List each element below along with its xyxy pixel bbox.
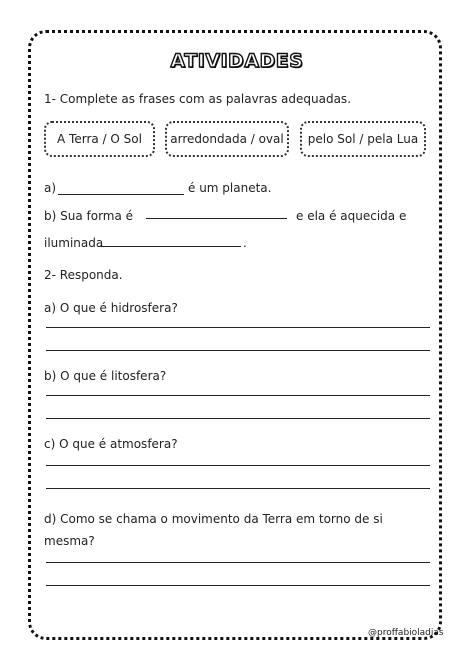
question-2-prompt: 2- Responda. xyxy=(44,268,123,282)
answer-line[interactable] xyxy=(46,585,430,586)
answer-line[interactable] xyxy=(46,465,430,466)
question-2c: c) O que é atmosfera? xyxy=(44,437,178,451)
word-option-label: arredondada / oval xyxy=(170,132,284,146)
word-option-box xyxy=(165,121,289,157)
answer-line[interactable] xyxy=(46,418,430,419)
word-option-label: pelo Sol / pela Lua xyxy=(307,132,419,146)
question-1-prompt: 1- Complete as frases com as palavras adequadas. xyxy=(44,92,352,106)
author-credit: @proffabioladias xyxy=(368,628,444,638)
answer-line[interactable] xyxy=(46,350,430,351)
sentence-b-line2-prefix: iluminada xyxy=(44,236,104,250)
answer-line[interactable] xyxy=(46,327,430,328)
word-option-box xyxy=(300,121,426,157)
question-2d-line2: mesma? xyxy=(44,534,95,548)
question-2a: a) O que é hidrosfera? xyxy=(44,301,178,315)
sentence-a-suffix: é um planeta. xyxy=(188,181,272,195)
answer-line[interactable] xyxy=(46,488,430,489)
question-2b: b) O que é litosfera? xyxy=(44,369,167,383)
page-title: ATIVIDADES xyxy=(170,50,304,72)
sentence-b-mid: e ela é aquecida e xyxy=(296,209,407,223)
fill-in-blank[interactable] xyxy=(146,218,287,219)
fill-in-blank[interactable] xyxy=(100,246,241,247)
sentence-b-end: . xyxy=(243,236,247,250)
sentence-a-prefix: a) xyxy=(44,181,57,195)
word-option-box xyxy=(44,121,155,157)
sentence-b-prefix: b) Sua forma é xyxy=(44,209,134,223)
fill-in-blank[interactable] xyxy=(58,194,184,195)
answer-line[interactable] xyxy=(46,395,430,396)
question-2d-line1: d) Como se chama o movimento da Terra em torno de si xyxy=(44,512,383,526)
answer-line[interactable] xyxy=(46,562,430,563)
word-option-label: A Terra / O Sol xyxy=(57,132,142,146)
